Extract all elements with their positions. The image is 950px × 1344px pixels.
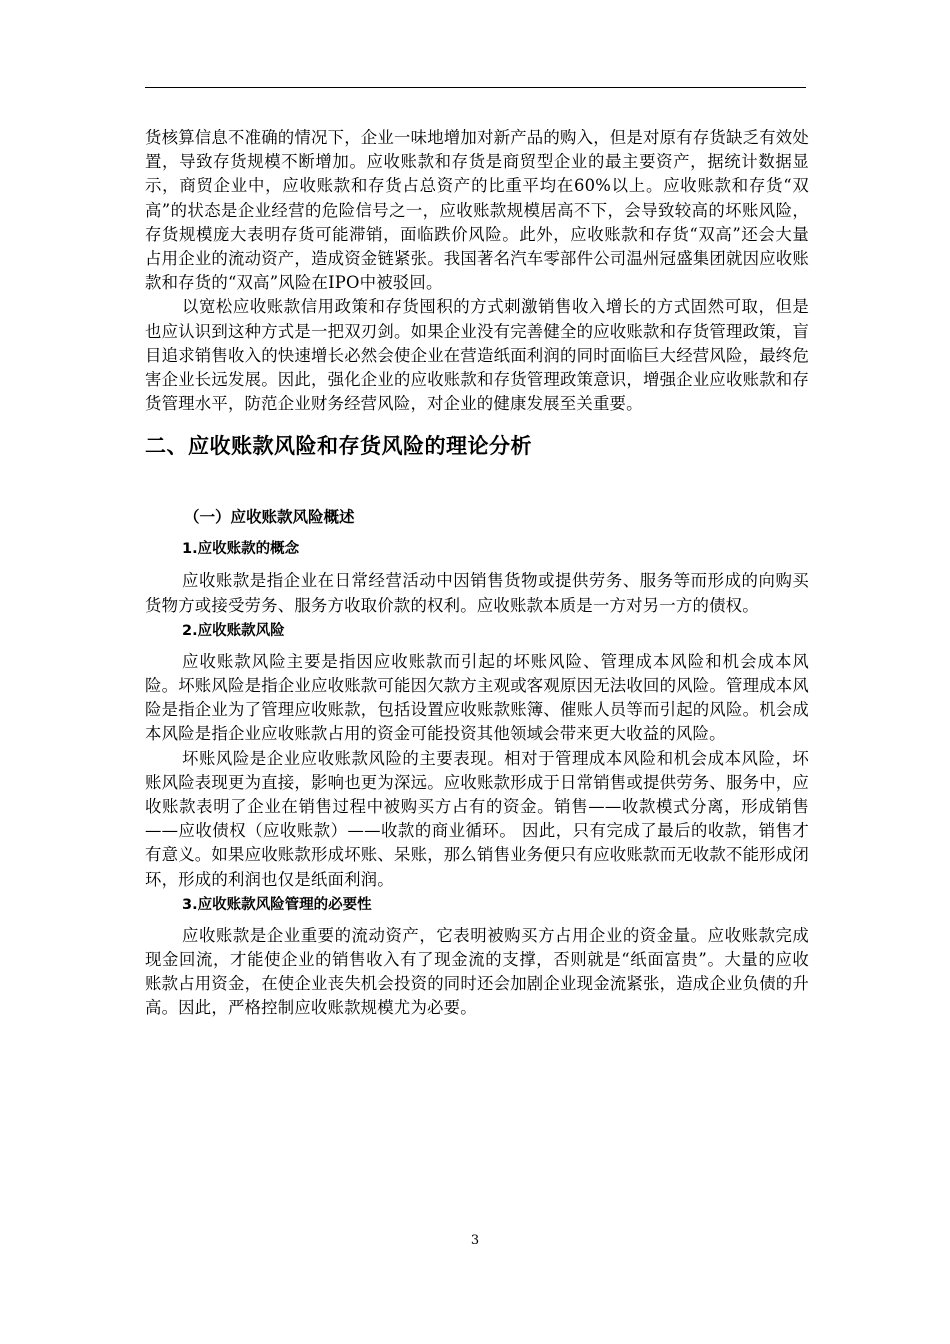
item-heading: 1.应收账款的概念 (182, 541, 300, 558)
page-number: 3 (470, 1233, 480, 1248)
item-heading: 2.应收账款风险 (182, 622, 285, 639)
body-paragraph: 应收账款是指企业在日常经营活动中因销售货物或提供劳务、服务等而形成的向购买货物方或接受劳务、服务方收取价款的权利。应收账款本质是一方对另一方的债权。 (145, 571, 809, 615)
body-paragraph: 应收账款风险主要是指因应收账款而引起的坏账风险、管理成本风险和机会成本风险。坏账风险是指企业应收账款可能因欠款方主观或客观原因无法收回的风险。管理成本风险是指企业为了管理应收账款，包括设置应收账款账簿、催账人员等而引起的风险。机会成本风险是指企业应收账款占用的资金可能投资其他领域会带来更大收益的风险。 (145, 651, 809, 744)
body-paragraph: 货核算信息不准确的情况下，企业一味地增加对新产品的购入，但是对原有存货缺乏有效处置，导致存货规模不断增加。应收账款和存货是商贸型企业的最主要资产，据统计数据显示，商贸企业中，应收账款和存货占总资产的比重平均在60%以上。应收账款和存货“双高”的状态是企业经营的危险信号之一，应收账款规模居高不下，会导致较高的坏账风险，存货规模庞大表明存货可能滞销，面临跌价风险。此外，应收账款和存货“双高”还会大量占用企业的流动资产，造成资金链紧张。我国著名汽车零部件公司温州冠盛集团就因应收账款和存货的“双高”风险在IPO中被驳回。 (145, 128, 809, 293)
section-heading: 二、应收账款风险和存货风险的理论分析 (145, 434, 532, 459)
item-heading: 3.应收账款风险管理的必要性 (182, 896, 372, 913)
subsection-heading: （一）应收账款风险概述 (184, 508, 355, 527)
page-body (145, 126, 809, 1021)
header-rule (145, 87, 806, 88)
body-paragraph: 应收账款是企业重要的流动资产，它表明被购买方占用企业的资金量。应收账款完成现金回流，才能使企业的销售收入有了现金流的支撑，否则就是“纸面富贵”。大量的应收账款占用资金，在使企业丧失机会投资的同时还会加剧企业现金流紧张，造成企业负债的升高。因此，严格控制应收账款规模尤为必要。 (145, 925, 809, 1018)
body-paragraph: 以宽松应收账款信用政策和存货囤积的方式刺激销售收入增长的方式固然可取，但是也应认识到这种方式是一把双刃剑。如果企业没有完善健全的应收账款和存货管理政策，盲目追求销售收入的快速增长必然会使企业在营造纸面利润的同时面临巨大经营风险，最终危害企业长远发展。因此，强化企业的应收账款和存货管理政策意识，增强企业应收账款和存货管理水平，防范企业财务经营风险，对企业的健康发展至关重要。 (145, 297, 809, 414)
body-paragraph: 坏账风险是企业应收账款风险的主要表现。相对于管理成本风险和机会成本风险，坏账风险表现更为直接，影响也更为深远。应收账款形成于日常销售或提供劳务、服务中，应收账款表明了企业在销售过程中被购买方占有的资金。销售——收款模式分离，形成销售——应收债权（应收账款）——收款的商业循环。 因此，只有完成了最后的收款，销售才有意义。如果应收账款形成坏账、呆账，那么销售业务便只有应收账款而无收款不能形成闭环，形成的利润也仅是纸面利润。 (145, 748, 809, 889)
